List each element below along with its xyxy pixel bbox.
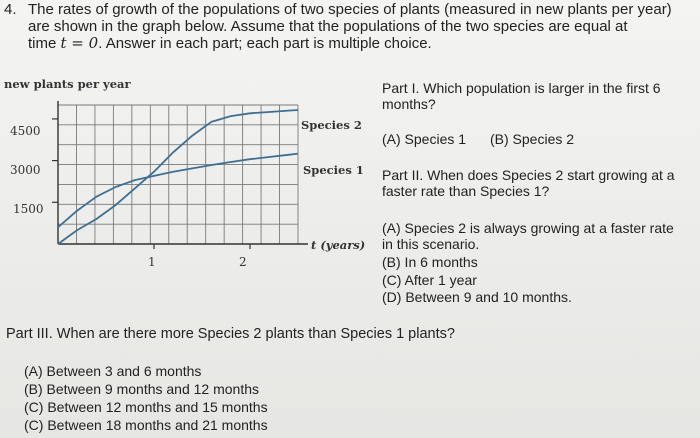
question-number: 4. (4, 1, 17, 18)
series-label-species-2: Species 2 (301, 118, 362, 132)
part2-choice-c[interactable]: (C) After 1 year (382, 272, 477, 288)
y-tick-4500: 4500 (10, 124, 41, 138)
x-tick-2: 2 (239, 255, 247, 269)
part1-prompt-line1: Part I. Which population is larger in the first 6 (382, 80, 661, 96)
part3-choice-b[interactable]: (B) Between 9 months and 12 months (24, 381, 260, 397)
part2-prompt-line2: faster rate than Species 1? (382, 183, 550, 199)
part2-prompt-line1: Part II. When does Species 2 start growing at a (382, 167, 675, 183)
graph-y-axis-label: new plants per year (4, 77, 131, 91)
part3-choice-d[interactable]: (C) Between 18 months and 21 months (24, 417, 268, 433)
series-label-species-1: Species 1 (303, 163, 364, 177)
time-variable: t = 0 (60, 34, 99, 52)
part1-choice-b[interactable]: (B) Species 2 (490, 131, 575, 147)
part2-choice-a-line2[interactable]: in this scenario. (382, 236, 480, 252)
question-line-2: are shown in the graph below. Assume that the populations of the two species are equal at (28, 17, 628, 35)
chart-axes (52, 101, 308, 249)
part1-prompt-line2: months? (382, 96, 436, 112)
y-tick-3000: 3000 (10, 163, 41, 177)
part2-choice-b[interactable]: (B) In 6 months (382, 254, 478, 270)
question-line-3-pre: time (28, 35, 61, 52)
chart-grid (58, 105, 298, 244)
x-axis-label: t (years) (311, 238, 366, 252)
question-line-3-post: . Answer in each part; each part is multiple choice. (98, 35, 432, 52)
part2-choice-d[interactable]: (D) Between 9 and 10 months. (382, 289, 572, 305)
part1-choice-a[interactable]: (A) Species 1 (382, 131, 467, 147)
part3-choice-c[interactable]: (C) Between 12 months and 15 months (24, 399, 268, 415)
question-line-1: The rates of growth of the populations of two species of plants (measured in new plants per year) (28, 1, 672, 18)
y-tick-1500: 1500 (13, 202, 44, 216)
part3-choice-a[interactable]: (A) Between 3 and 6 months (24, 363, 202, 379)
part3-prompt: Part III. When are there more Species 2 plants than Species 1 plants? (6, 326, 455, 342)
part2-choice-a-line1[interactable]: (A) Species 2 is always growing at a faster rate (382, 220, 674, 236)
x-tick-1: 1 (148, 255, 156, 269)
